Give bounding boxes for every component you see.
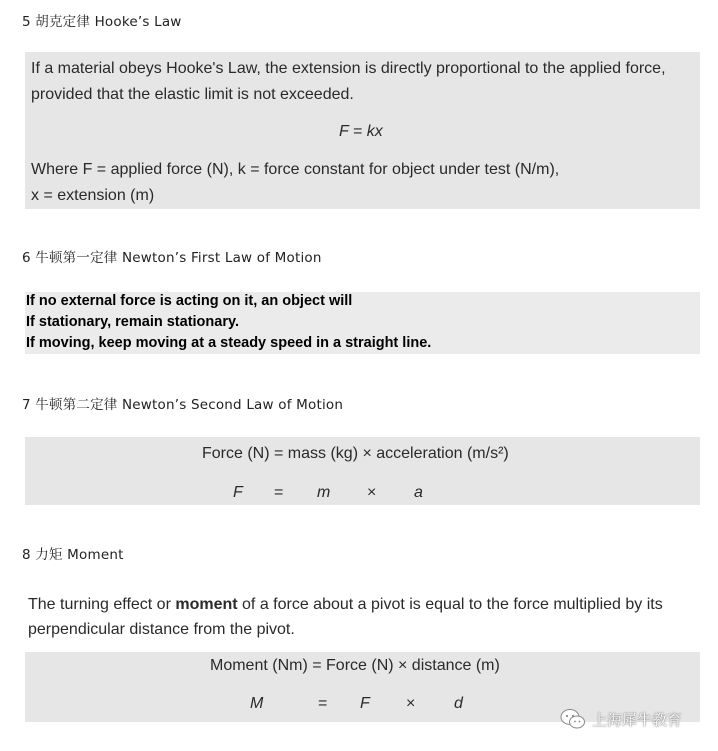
newtons-second-law-box	[25, 437, 700, 505]
symbol-moment-f: F	[360, 695, 370, 712]
heading-newtons-first-law: 6 牛顿第一定律 Newton’s First Law of Motion	[22, 250, 322, 266]
symbol-moment-times: ×	[406, 695, 416, 712]
symbol-moment-equals: =	[318, 695, 328, 712]
symbol-a: a	[414, 484, 423, 501]
moment-paragraph-line-1: The turning effect or moment of a force about a pivot is equal to the force multiplied by its	[28, 596, 663, 613]
hookes-law-formula: F = kx	[339, 123, 383, 140]
symbol-f: F	[233, 484, 243, 501]
symbol-times: ×	[367, 484, 377, 501]
heading-moment: 8 力矩 Moment	[22, 547, 124, 563]
symbol-m: m	[317, 484, 331, 501]
moment-paragraph-line-2: perpendicular distance from the pivot.	[28, 621, 295, 638]
moment-bold-term: moment	[175, 596, 238, 613]
hookes-law-box	[25, 52, 700, 209]
heading-hookes-law: 5 胡克定律 Hooke’s Law	[22, 14, 182, 30]
symbol-equals: =	[274, 484, 284, 501]
symbol-moment-m: M	[250, 695, 264, 712]
newtons-first-law-line-2: If stationary, remain stationary.	[26, 314, 239, 330]
symbol-moment-d: d	[454, 695, 463, 712]
watermark-text: 上海犀牛教育	[592, 710, 683, 729]
hookes-law-line-1: If a material obeys Hooke's Law, the extension is directly proportional to the applied force,	[31, 60, 666, 77]
newtons-first-law-line-1: If no external force is acting on it, an object will	[26, 293, 353, 309]
wechat-icon	[560, 708, 586, 730]
watermark	[560, 708, 682, 730]
hookes-law-where-1: Where F = applied force (N), k = force constant for object under test (N/m),	[31, 161, 560, 178]
hookes-law-where-2: x = extension (m)	[31, 187, 155, 204]
hookes-law-line-2: provided that the elastic limit is not exceeded.	[31, 86, 354, 103]
newtons-first-law-line-3: If moving, keep moving at a steady speed in a straight line.	[26, 335, 432, 351]
moment-word-formula: Moment (Nm) = Force (N) × distance (m)	[210, 657, 500, 674]
newtons-second-law-word-formula: Force (N) = mass (kg) × acceleration (m/s²)	[202, 445, 509, 462]
heading-newtons-second-law: 7 牛顿第二定律 Newton’s Second Law of Motion	[22, 397, 344, 413]
